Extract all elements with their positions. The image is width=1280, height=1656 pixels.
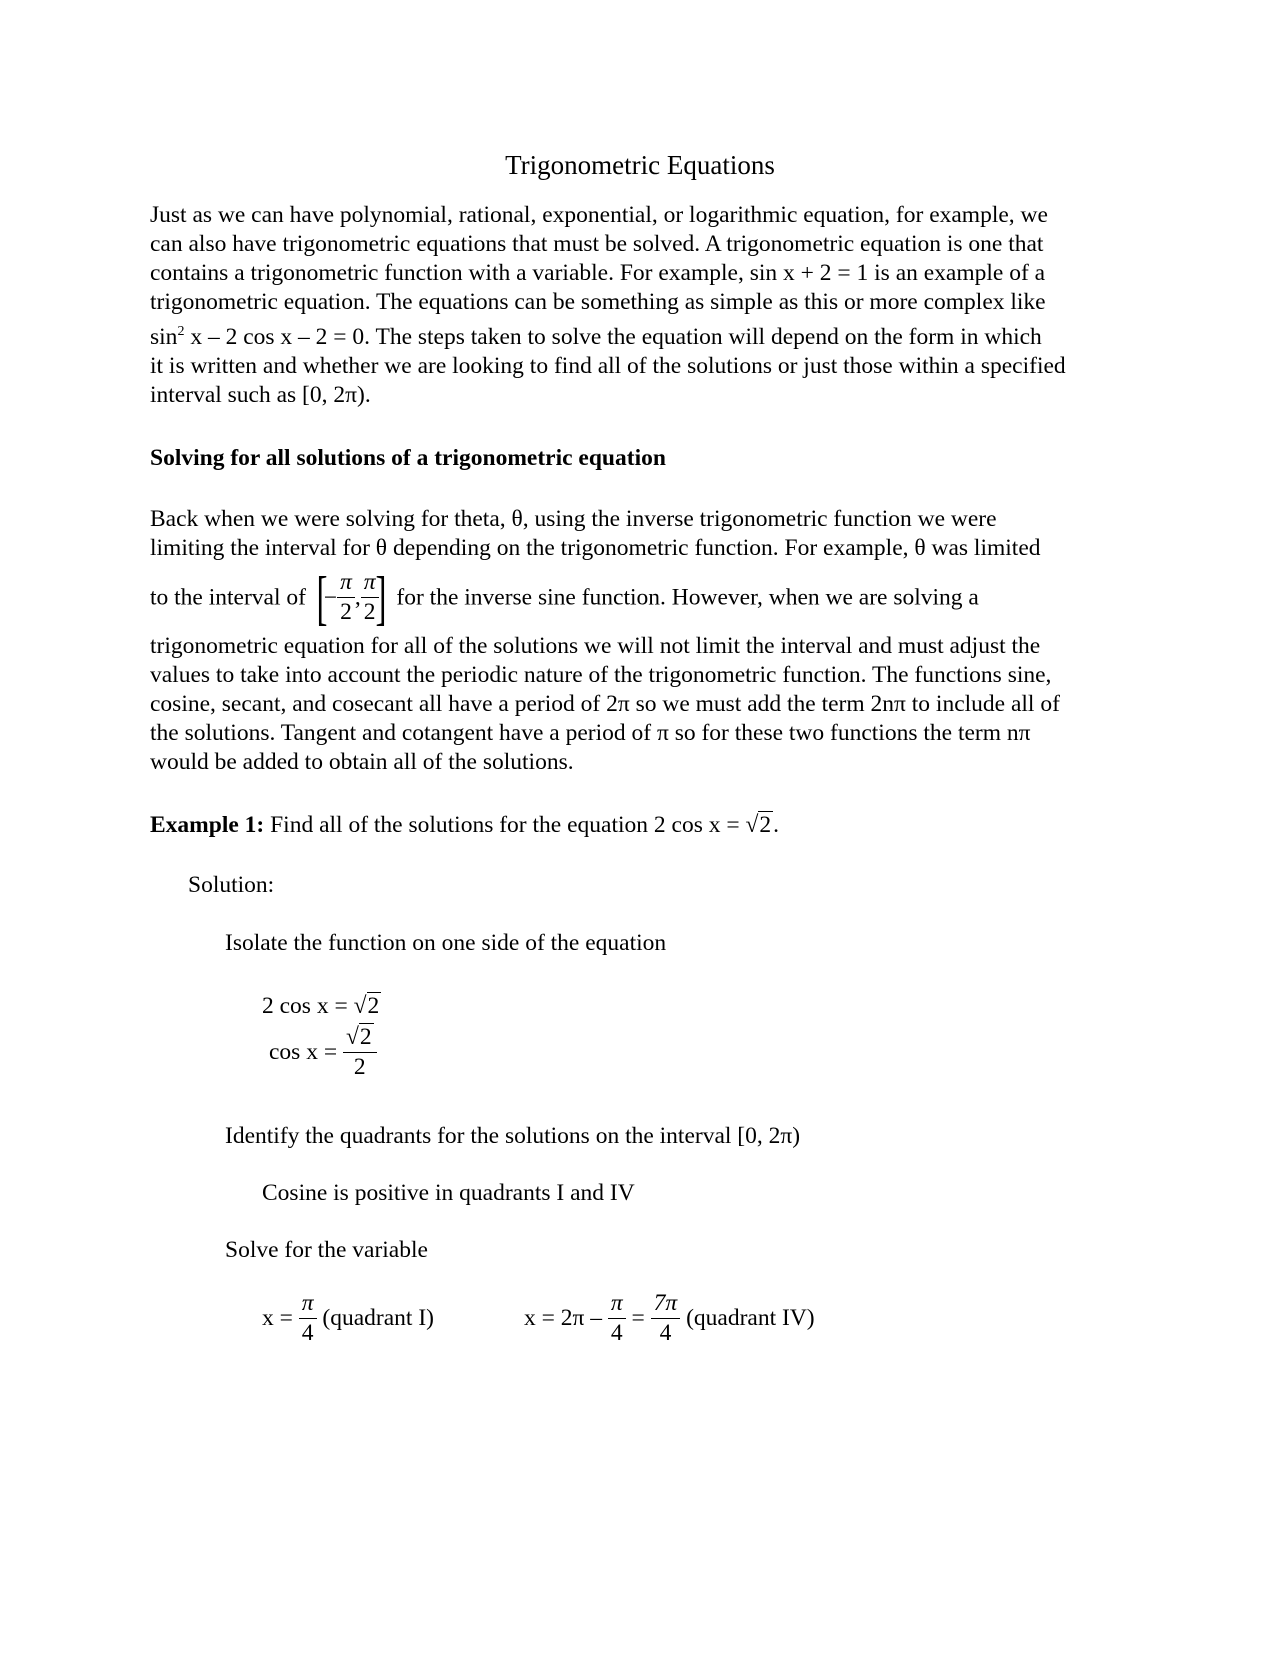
section-heading: Solving for all solutions of a trigonometric equation	[150, 445, 666, 471]
para2-line-8: would be added to obtain all of the solutions.	[150, 749, 574, 775]
equals-sign: =	[625, 1305, 651, 1331]
equation-2	[269, 1026, 377, 1079]
numerator: π	[337, 571, 355, 598]
solution-lhs: x = 2π –	[524, 1305, 608, 1331]
sin-function: sin	[150, 323, 178, 350]
sqrt-sign: √	[345, 1024, 359, 1050]
intro-paragraph	[150, 201, 1130, 410]
numerator	[343, 1026, 377, 1053]
example-label: Example 1:	[150, 812, 265, 838]
para2-line-2: limiting the interval for θ depending on the trigonometric function. For example, θ was limited	[150, 535, 1041, 561]
close-bracket: ]	[375, 564, 387, 631]
denominator: 4	[610, 1319, 623, 1346]
intro-line-4: trigonometric equation. The equations can be something as simple as this or more complex like	[150, 289, 1046, 315]
denominator: 2	[363, 598, 376, 625]
numerator: π	[608, 1292, 626, 1319]
radicand: 2	[759, 812, 772, 838]
para2-line-3-start: to the interval of	[150, 584, 306, 611]
solution-lhs: x =	[262, 1305, 299, 1331]
intro-line-6: it is written and whether we are looking to find all of the solutions or just those within a specified	[150, 352, 1066, 379]
solution-quadrant-4	[524, 1292, 815, 1345]
minus-sign: −	[323, 584, 338, 611]
fraction-7pi-over-4	[651, 1292, 681, 1345]
intro-line-1: Just as we can have polynomial, rational, exponential, or logarithmic equation, for example, we	[150, 202, 1048, 228]
sqrt-sign: √	[353, 993, 367, 1019]
solution-quadrant-1	[262, 1292, 434, 1345]
solution-label: Solution:	[188, 872, 275, 898]
sqrt-expression	[745, 812, 773, 839]
intro-line-5	[150, 317, 1130, 352]
example-line	[150, 812, 779, 839]
quadrant-note: (quadrant IV)	[680, 1305, 815, 1331]
step-solve: Solve for the variable	[225, 1237, 428, 1263]
fraction-pi-over-4	[299, 1292, 317, 1345]
step-quadrants-detail: Cosine is positive in quadrants I and IV	[262, 1180, 635, 1206]
numerator: π	[361, 571, 379, 598]
intro-line-5-rest: x – 2 cos x – 2 = 0. The steps taken to solve the equation will depend on the form in which	[184, 323, 1042, 350]
denominator: 2	[340, 598, 352, 625]
open-bracket: [	[316, 564, 328, 631]
comma: ,	[354, 584, 361, 611]
para2-line-5: values to take into account the periodic nature of the trigonometric function. The functions sine,	[150, 662, 1052, 688]
page-title: Trigonometric Equations	[505, 150, 775, 180]
para2-line-3-end: for the inverse sine function. However, when we are solving a	[396, 584, 979, 611]
para2-interval-line	[150, 564, 979, 631]
radicand: 2	[359, 1024, 372, 1050]
fraction-sqrt2-over-2	[343, 1026, 377, 1079]
intro-line-3: contains a trigonometric function with a variable. For example, sin x + 2 = 1 is an example of a	[150, 260, 1046, 286]
equation-lhs: cos x =	[269, 1039, 343, 1065]
step-isolate: Isolate the function on one side of the equation	[225, 930, 667, 956]
example-text: Find all of the solutions for the equation 2 cos x =	[270, 812, 746, 838]
radicand: 2	[367, 993, 380, 1019]
para2-bottom	[150, 632, 1130, 777]
fraction-pi-over-4	[608, 1292, 626, 1345]
para2-line-6: cosine, secant, and cosecant all have a period of 2π so we must add the term 2nπ to include all of	[150, 691, 1060, 717]
numerator: π	[299, 1292, 317, 1319]
fraction-pi-over-2	[337, 571, 355, 624]
para2-top	[150, 505, 1130, 563]
intro-line-7: interval such as [0, 2π).	[150, 381, 371, 408]
quadrant-note: (quadrant I)	[316, 1305, 434, 1331]
denominator: 2	[353, 1053, 366, 1080]
step-quadrants: Identify the quadrants for the solutions on the interval [0, 2π)	[225, 1123, 801, 1149]
para2-line-4: trigonometric equation for all of the solutions we will not limit the interval and must adjust the	[150, 633, 1041, 659]
sqrt-expression	[354, 993, 382, 1020]
para2-line-7: the solutions. Tangent and cotangent have a period of π so for these two functions the term nπ	[150, 720, 1031, 746]
numerator: 7π	[651, 1292, 681, 1319]
denominator: 4	[659, 1319, 672, 1346]
exponent: 2	[177, 324, 185, 339]
period: .	[773, 812, 779, 838]
equation-lhs: 2 cos x =	[262, 993, 354, 1019]
denominator: 4	[301, 1319, 314, 1346]
sqrt-sign: √	[745, 812, 759, 838]
equation-1	[262, 993, 381, 1020]
intro-line-2: can also have trigonometric equations that must be solved. A trigonometric equation is one that	[150, 231, 1044, 257]
para2-line-1: Back when we were solving for theta, θ, using the inverse trigonometric function we were	[150, 506, 997, 532]
